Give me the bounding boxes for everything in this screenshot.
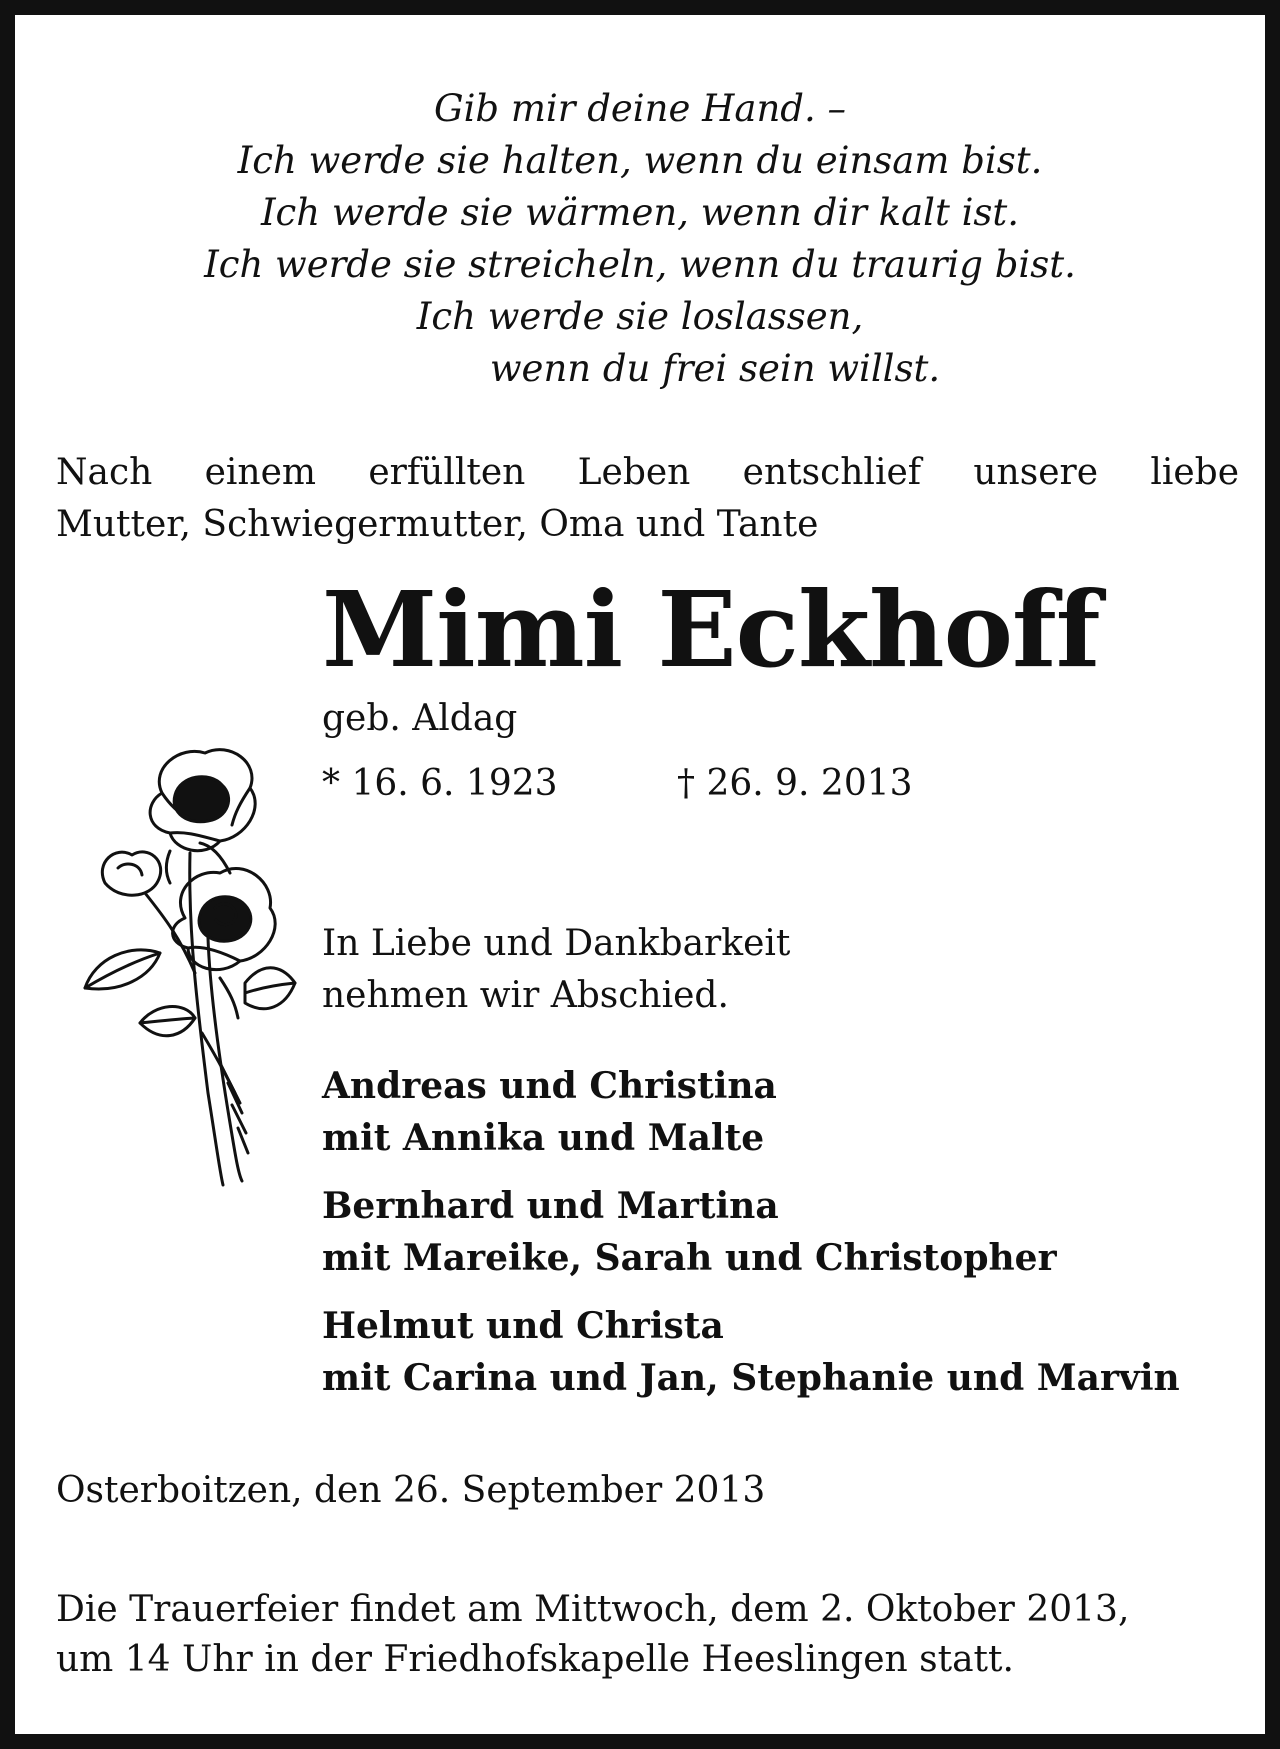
poem-line: Ich werde sie streicheln, wenn du traurig bist. [204,243,1076,286]
farewell-line: nehmen wir Abschied. [322,975,729,1016]
rose-icon [70,733,300,1193]
family-children: mit Annika und Malte [322,1117,765,1159]
poem-line: wenn du frei sein willst. [489,347,941,390]
poem-line: Ich werde sie wärmen, wenn dir kalt ist. [260,191,1020,234]
family-parents: Bernhard und Martina [322,1185,779,1227]
funeral-line: um 14 Uhr in der Friedhofskapelle Heeslingen statt. [56,1639,1014,1680]
family-children: mit Mareike, Sarah und Christopher [322,1237,1057,1279]
poem-line: Ich werde sie loslassen, [416,295,864,338]
funeral-line: Die Trauerfeier findet am Mittwoch, dem 2. Oktober 2013, [56,1589,1130,1630]
farewell-line: In Liebe und Dankbarkeit [322,923,791,964]
farewell-text [322,918,790,1022]
intro-text [56,447,1239,551]
poem-line: Ich werde sie halten, wenn du einsam bist. [237,139,1043,182]
life-dates [322,760,913,808]
birth-date: * 16. 6. 1923 [322,763,558,804]
family-group [322,1060,1180,1164]
family-children: mit Carina und Jan, Stephanie und Marvin [322,1357,1180,1399]
family-parents: Andreas und Christina [322,1065,777,1107]
death-date: † 26. 9. 2013 [677,763,913,804]
family-group [322,1300,1180,1404]
intro-line: Nach einem erfüllten Leben entschlief unsere liebe [56,452,1239,493]
family-group [322,1180,1180,1284]
family-parents: Helmut und Christa [322,1305,724,1347]
poem [15,83,1265,395]
birth-name: geb. Aldag [322,698,518,739]
intro-line: Mutter, Schwiegermutter, Oma und Tante [56,504,819,545]
deceased-name: Mimi Eckhoff [322,568,1100,691]
funeral-info [56,1585,1129,1685]
family-list [322,1060,1180,1420]
poem-line: Gib mir deine Hand. – [434,87,846,130]
place-date: Osterboitzen, den 26. September 2013 [56,1470,766,1511]
